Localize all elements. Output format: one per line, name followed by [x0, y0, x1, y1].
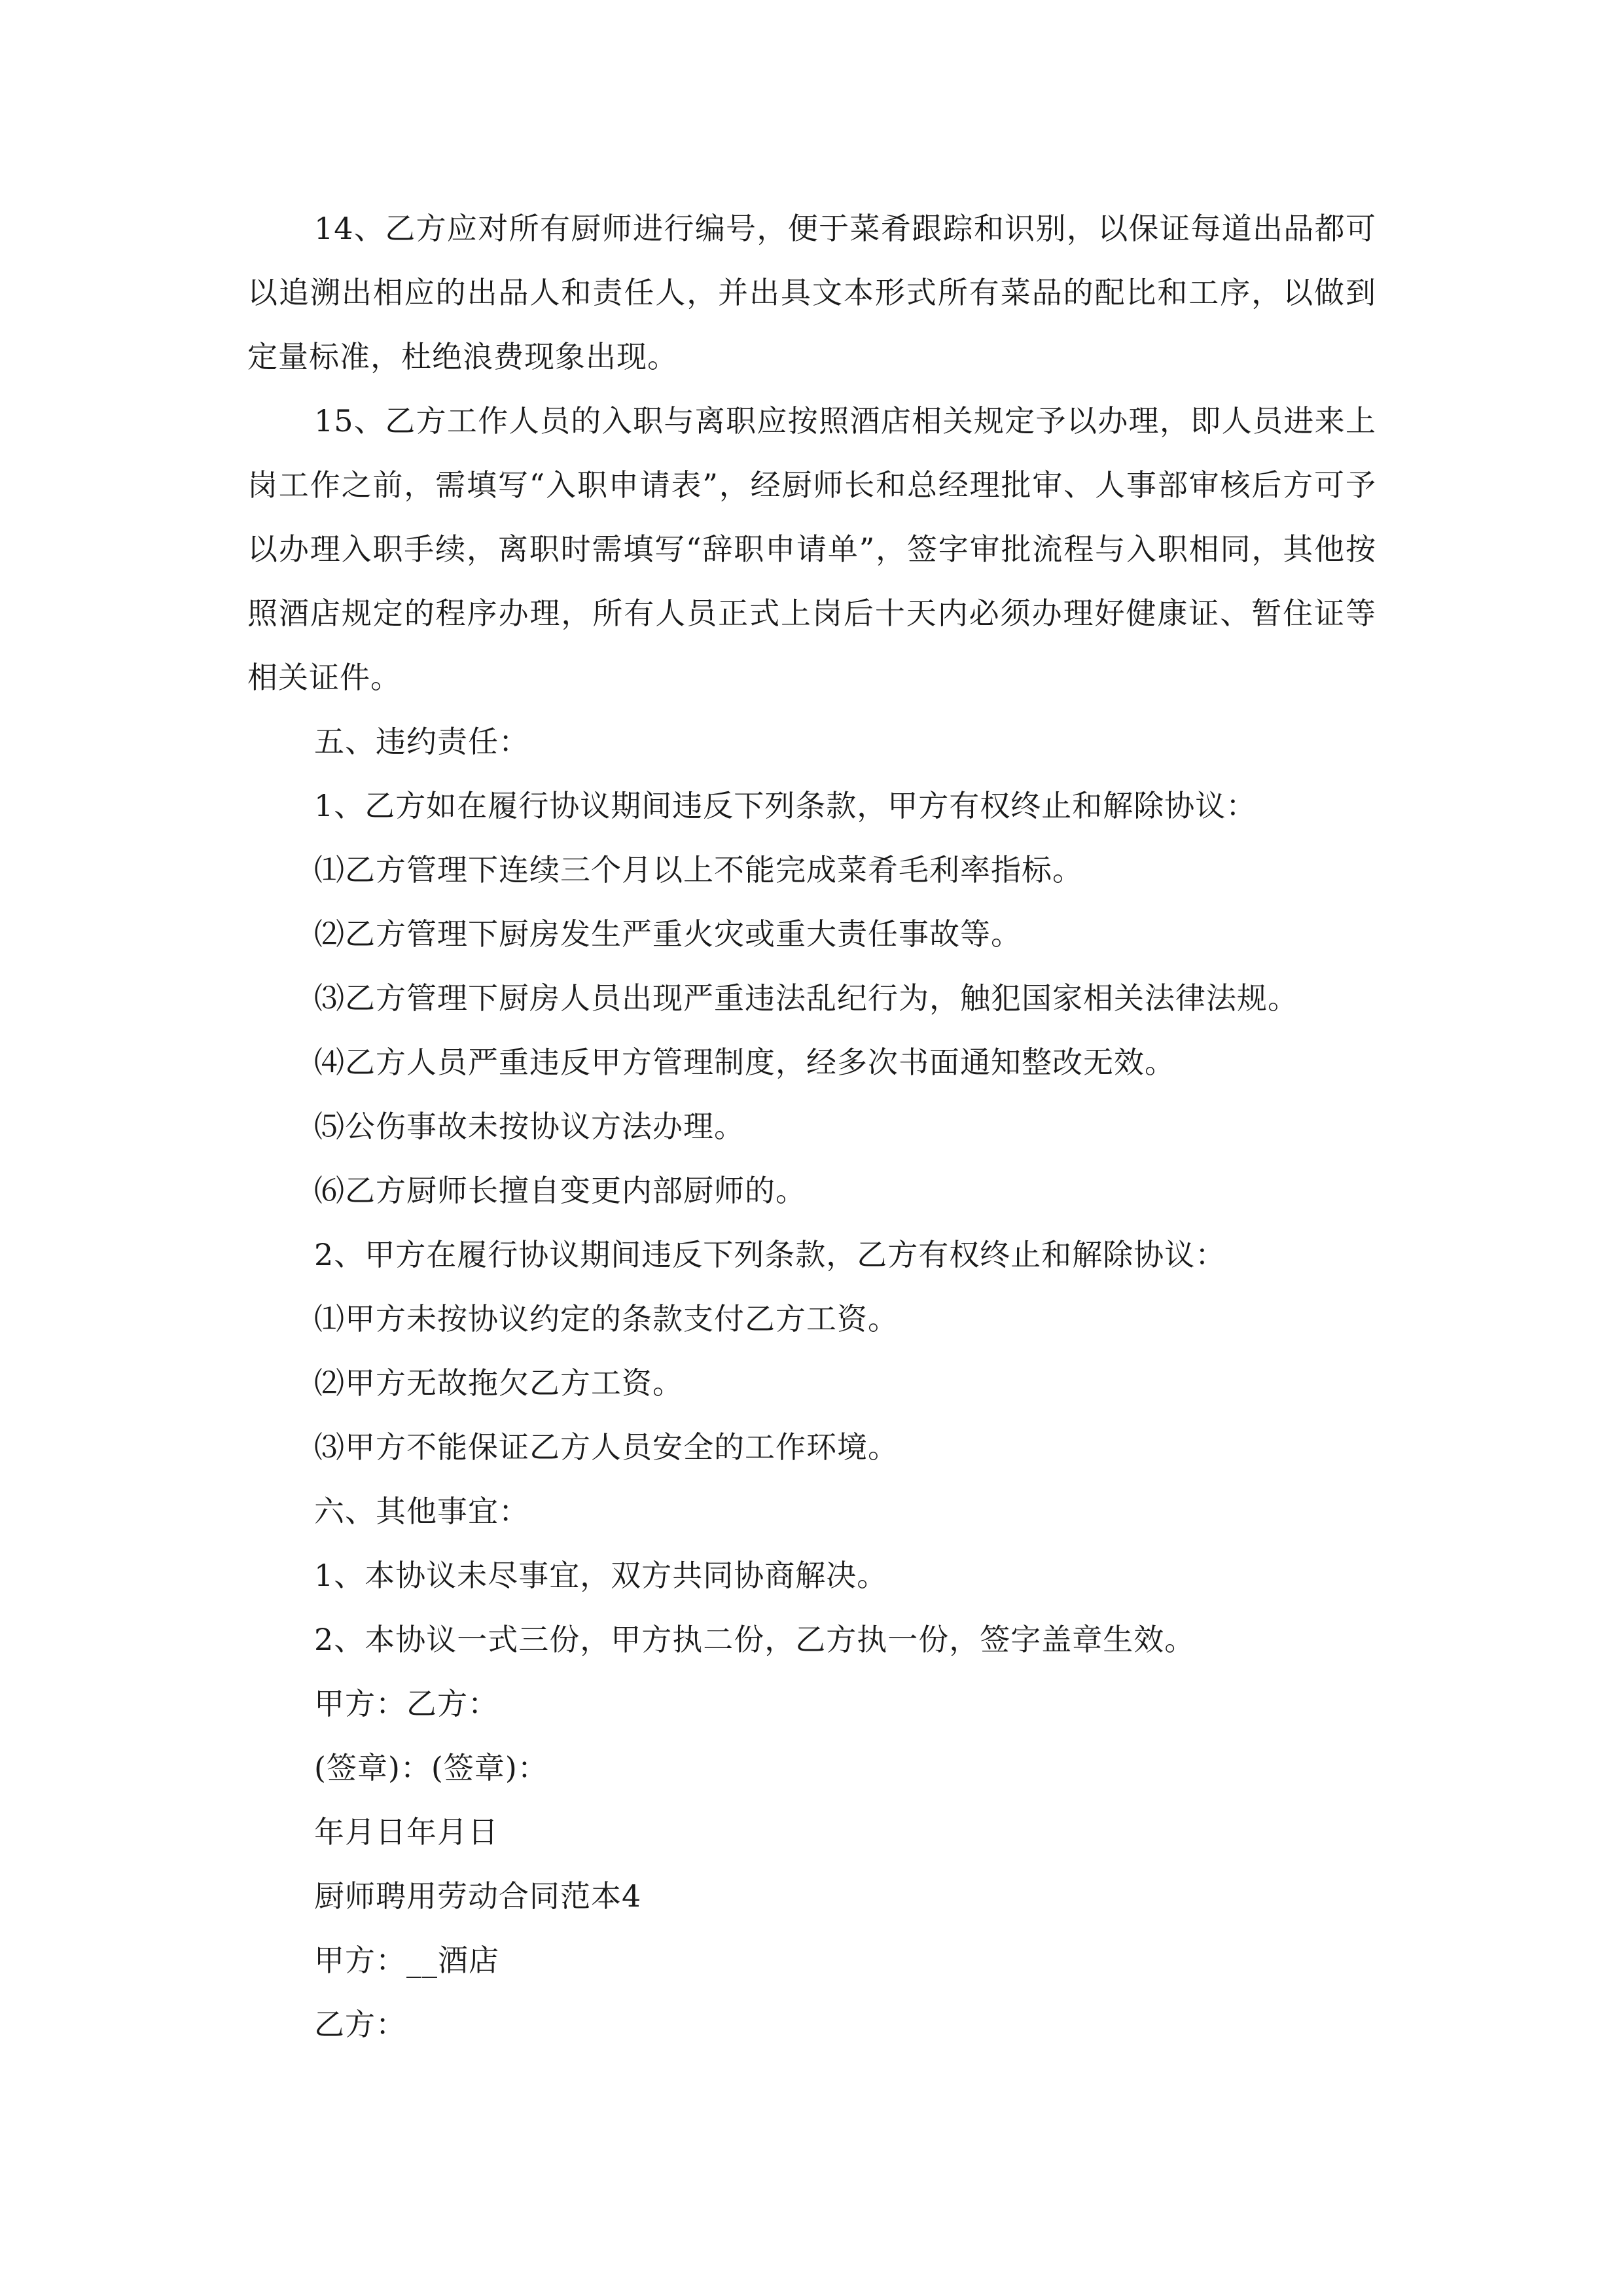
- signature-date: 年月日年月日: [314, 1814, 499, 1850]
- section-5-item-1-sub-5: ⑸公伤事故未按协议方法办理。: [314, 1109, 745, 1144]
- section-5-item-1-sub-1: ⑴乙方管理下连续三个月以上不能完成菜肴毛利率指标。: [314, 852, 1083, 888]
- clause-15: 15、乙方工作人员的入职与离职应按照酒店相关规定予以办理，即人员进来上岗工作之前，需填写“入职申请表”，经厨师长和总经理批审、人事部审核后方可予以办理入职手续，离职时需填写“辞职申请单”，签字审批流程与入职相同，其他按照酒店规定的程序办理，所有人员正式上岗后十天内必须办理好健康证、暂住证等相关证件。: [247, 403, 1376, 695]
- section-5-item-2-sub-3: ⑶甲方不能保证乙方人员安全的工作环境。: [314, 1429, 899, 1465]
- signature-parties: 甲方：乙方：: [314, 1686, 499, 1721]
- section-5-item-2-sub-2: ⑵甲方无故拖欠乙方工资。: [314, 1365, 683, 1401]
- next-contract-party-a: 甲方：__酒店: [314, 1943, 499, 1978]
- next-contract-party-b: 乙方：: [314, 2007, 406, 2042]
- section-5-item-2: 2、甲方在履行协议期间违反下列条款，乙方有权终止和解除协议：: [314, 1237, 1226, 1272]
- next-contract-title: 厨师聘用劳动合同范本4: [314, 1878, 642, 1914]
- section-5-item-1-sub-4: ⑷乙方人员严重违反甲方管理制度，经多次书面通知整改无效。: [314, 1045, 1175, 1080]
- section-5-item-1: 1、乙方如在履行协议期间违反下列条款，甲方有权终止和解除协议：: [314, 788, 1257, 823]
- section-5-item-1-sub-6: ⑹乙方厨师长擅自变更内部厨师的。: [314, 1173, 806, 1208]
- clause-14: 14、乙方应对所有厨师进行编号，便于菜肴跟踪和识别，以保证每道出品都可以追溯出相应的出品人和责任人，并出具文本形式所有菜品的配比和工序，以做到定量标准，杜绝浪费现象出现。: [247, 211, 1376, 374]
- section-6-heading: 六、其他事宜：: [314, 1494, 529, 1529]
- section-5-item-2-sub-1: ⑴甲方未按协议约定的条款支付乙方工资。: [314, 1301, 899, 1336]
- section-5-item-1-sub-2: ⑵乙方管理下厨房发生严重火灾或重大责任事故等。: [314, 916, 1022, 952]
- section-6-item-2: 2、本协议一式三份，甲方执二份，乙方执一份，签字盖章生效。: [314, 1622, 1196, 1657]
- section-5-heading: 五、违约责任：: [314, 724, 529, 759]
- section-6-item-1: 1、本协议未尽事宜，双方共同协商解决。: [314, 1558, 888, 1593]
- signature-seal: (签章)：(签章)：: [314, 1750, 548, 1785]
- section-5-item-1-sub-3: ⑶乙方管理下厨房人员出现严重违法乱纪行为，触犯国家相关法律法规。: [314, 980, 1298, 1016]
- document-body: [247, 196, 1376, 2056]
